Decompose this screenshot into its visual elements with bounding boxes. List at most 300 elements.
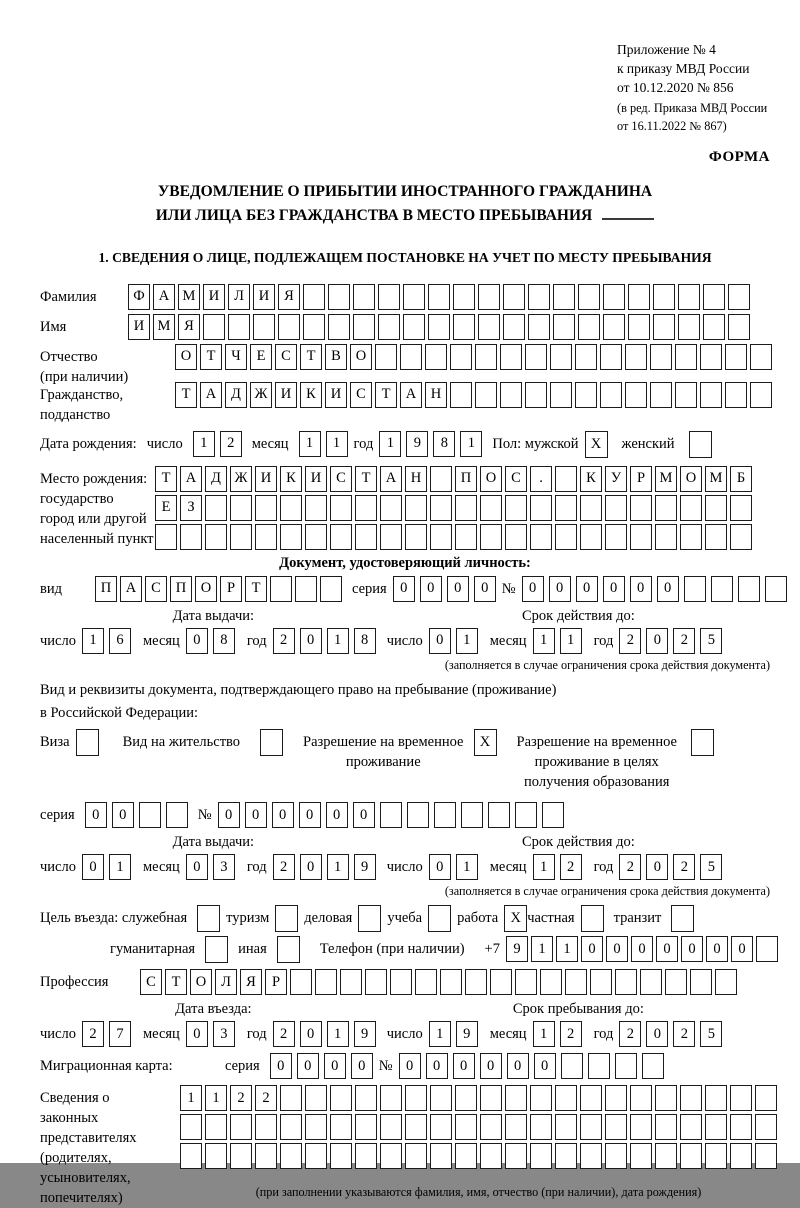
char-cell[interactable] [640,969,662,995]
char-cell[interactable]: 1 [193,431,215,457]
char-cell[interactable]: 2 [673,1021,695,1047]
char-cell[interactable]: П [455,466,477,492]
char-cell[interactable] [755,1085,777,1111]
char-cell[interactable]: Б [730,466,752,492]
char-cell[interactable]: 5 [700,628,722,654]
char-cell[interactable] [380,524,402,550]
char-cell[interactable] [378,284,400,310]
char-cell[interactable]: 0 [576,576,598,602]
char-cell[interactable]: 3 [213,1021,235,1047]
char-cell[interactable]: 9 [456,1021,478,1047]
char-cell[interactable] [480,1085,502,1111]
char-cell[interactable] [440,969,462,995]
char-cell[interactable] [530,495,552,521]
char-cell[interactable] [375,344,397,370]
transit-checkbox[interactable] [671,905,694,932]
char-cell[interactable] [365,969,387,995]
char-cell[interactable] [180,1143,202,1169]
char-cell[interactable]: 2 [560,1021,582,1047]
char-cell[interactable] [340,969,362,995]
char-cell[interactable] [430,466,452,492]
char-cell[interactable]: 0 [186,854,208,880]
birth-day-cells[interactable] [193,431,242,457]
char-cell[interactable] [765,576,787,602]
char-cell[interactable] [353,314,375,340]
char-cell[interactable]: 1 [533,1021,555,1047]
permit-valid-day-cells[interactable] [429,854,478,880]
char-cell[interactable]: 2 [220,431,242,457]
migcard-series-cells[interactable] [270,1053,373,1079]
birthplace-cells-row1[interactable] [155,466,752,492]
char-cell[interactable] [480,524,502,550]
char-cell[interactable]: 0 [426,1053,448,1079]
char-cell[interactable]: Т [375,382,397,408]
char-cell[interactable]: 0 [300,854,322,880]
char-cell[interactable] [705,1085,727,1111]
char-cell[interactable] [705,1143,727,1169]
char-cell[interactable]: 0 [480,1053,502,1079]
char-cell[interactable]: 0 [299,802,321,828]
char-cell[interactable] [675,344,697,370]
char-cell[interactable] [665,969,687,995]
char-cell[interactable]: 0 [581,936,603,962]
char-cell[interactable] [525,382,547,408]
char-cell[interactable] [280,1085,302,1111]
char-cell[interactable] [730,495,752,521]
char-cell[interactable] [434,802,456,828]
char-cell[interactable] [270,576,292,602]
char-cell[interactable] [605,495,627,521]
char-cell[interactable]: А [200,382,222,408]
char-cell[interactable] [328,284,350,310]
char-cell[interactable] [505,1143,527,1169]
char-cell[interactable] [455,1085,477,1111]
char-cell[interactable] [755,1143,777,1169]
char-cell[interactable]: Я [278,284,300,310]
char-cell[interactable] [700,382,722,408]
char-cell[interactable] [278,314,300,340]
char-cell[interactable] [730,1114,752,1140]
char-cell[interactable]: 9 [406,431,428,457]
char-cell[interactable]: А [180,466,202,492]
char-cell[interactable] [655,1114,677,1140]
char-cell[interactable]: Т [155,466,177,492]
char-cell[interactable]: О [480,466,502,492]
char-cell[interactable]: 0 [630,576,652,602]
char-cell[interactable] [561,1053,583,1079]
char-cell[interactable] [205,1114,227,1140]
char-cell[interactable] [480,1143,502,1169]
temp-residence-checkbox[interactable]: X [474,729,497,756]
char-cell[interactable] [605,1114,627,1140]
char-cell[interactable]: 2 [255,1085,277,1111]
char-cell[interactable] [330,524,352,550]
char-cell[interactable] [490,969,512,995]
humanitarian-checkbox[interactable] [205,936,228,963]
char-cell[interactable]: П [95,576,117,602]
char-cell[interactable]: 0 [272,802,294,828]
char-cell[interactable] [655,524,677,550]
char-cell[interactable]: С [140,969,162,995]
char-cell[interactable]: 2 [273,854,295,880]
char-cell[interactable] [328,314,350,340]
char-cell[interactable] [553,284,575,310]
char-cell[interactable] [430,495,452,521]
char-cell[interactable]: 1 [533,628,555,654]
char-cell[interactable]: 0 [522,576,544,602]
char-cell[interactable]: М [705,466,727,492]
char-cell[interactable]: И [275,382,297,408]
char-cell[interactable] [555,524,577,550]
char-cell[interactable] [630,1143,652,1169]
char-cell[interactable] [703,314,725,340]
char-cell[interactable]: 1 [456,854,478,880]
char-cell[interactable]: 0 [603,576,625,602]
char-cell[interactable] [590,969,612,995]
char-cell[interactable] [405,524,427,550]
char-cell[interactable]: 0 [393,576,415,602]
char-cell[interactable]: 0 [474,576,496,602]
char-cell[interactable] [380,495,402,521]
work-checkbox[interactable]: X [504,905,527,932]
char-cell[interactable]: 5 [700,1021,722,1047]
char-cell[interactable] [330,495,352,521]
char-cell[interactable] [525,344,547,370]
char-cell[interactable] [515,802,537,828]
char-cell[interactable] [405,495,427,521]
birth-month-cells[interactable] [299,431,348,457]
stay-month-cells[interactable] [533,1021,582,1047]
char-cell[interactable]: 1 [327,628,349,654]
char-cell[interactable] [488,802,510,828]
char-cell[interactable] [725,344,747,370]
char-cell[interactable]: 0 [399,1053,421,1079]
char-cell[interactable]: О [680,466,702,492]
char-cell[interactable] [428,314,450,340]
char-cell[interactable]: 0 [112,802,134,828]
doc-issue-year-cells[interactable] [273,628,376,654]
char-cell[interactable]: 1 [326,431,348,457]
char-cell[interactable]: О [190,969,212,995]
char-cell[interactable]: К [280,466,302,492]
char-cell[interactable] [628,284,650,310]
char-cell[interactable] [555,466,577,492]
char-cell[interactable] [650,344,672,370]
char-cell[interactable] [478,284,500,310]
char-cell[interactable] [305,1143,327,1169]
char-cell[interactable]: Л [228,284,250,310]
char-cell[interactable]: 0 [300,1021,322,1047]
char-cell[interactable]: 0 [646,1021,668,1047]
char-cell[interactable]: 0 [606,936,628,962]
char-cell[interactable]: 1 [533,854,555,880]
char-cell[interactable]: И [253,284,275,310]
char-cell[interactable] [703,284,725,310]
birthplace-cells-row3[interactable] [155,524,752,550]
char-cell[interactable]: 2 [673,628,695,654]
char-cell[interactable] [575,382,597,408]
char-cell[interactable] [280,1143,302,1169]
char-cell[interactable] [580,524,602,550]
char-cell[interactable] [230,495,252,521]
char-cell[interactable] [480,1114,502,1140]
char-cell[interactable]: 2 [273,628,295,654]
char-cell[interactable]: И [203,284,225,310]
char-cell[interactable] [455,1114,477,1140]
char-cell[interactable] [228,314,250,340]
char-cell[interactable] [750,382,772,408]
char-cell[interactable] [330,1143,352,1169]
char-cell[interactable]: Т [245,576,267,602]
char-cell[interactable] [680,1143,702,1169]
char-cell[interactable] [415,969,437,995]
char-cell[interactable]: Ч [225,344,247,370]
char-cell[interactable]: 0 [326,802,348,828]
char-cell[interactable]: 0 [731,936,753,962]
char-cell[interactable] [305,1114,327,1140]
char-cell[interactable]: 0 [270,1053,292,1079]
char-cell[interactable] [180,1114,202,1140]
char-cell[interactable]: П [170,576,192,602]
char-cell[interactable] [230,1114,252,1140]
char-cell[interactable]: М [655,466,677,492]
char-cell[interactable]: 0 [300,628,322,654]
char-cell[interactable] [555,495,577,521]
char-cell[interactable] [700,344,722,370]
char-cell[interactable] [280,524,302,550]
char-cell[interactable]: 9 [354,1021,376,1047]
entry-year-cells[interactable] [273,1021,376,1047]
char-cell[interactable] [400,344,422,370]
char-cell[interactable]: 2 [673,854,695,880]
char-cell[interactable] [542,802,564,828]
citizenship-cells[interactable] [175,382,772,408]
char-cell[interactable] [475,344,497,370]
char-cell[interactable]: 9 [506,936,528,962]
char-cell[interactable]: 8 [354,628,376,654]
char-cell[interactable] [405,1085,427,1111]
char-cell[interactable]: 1 [456,628,478,654]
char-cell[interactable]: 1 [531,936,553,962]
char-cell[interactable]: О [175,344,197,370]
char-cell[interactable]: 1 [327,854,349,880]
char-cell[interactable] [755,1114,777,1140]
char-cell[interactable] [405,1114,427,1140]
char-cell[interactable] [705,1114,727,1140]
char-cell[interactable] [320,576,342,602]
char-cell[interactable] [380,1085,402,1111]
official-checkbox[interactable] [197,905,220,932]
char-cell[interactable] [578,314,600,340]
char-cell[interactable]: 8 [433,431,455,457]
char-cell[interactable]: И [128,314,150,340]
char-cell[interactable] [230,524,252,550]
char-cell[interactable]: К [300,382,322,408]
char-cell[interactable]: 0 [646,628,668,654]
char-cell[interactable] [461,802,483,828]
study-checkbox[interactable] [428,905,451,932]
char-cell[interactable] [628,314,650,340]
char-cell[interactable]: В [325,344,347,370]
char-cell[interactable]: 0 [297,1053,319,1079]
char-cell[interactable] [588,1053,610,1079]
char-cell[interactable] [353,284,375,310]
doc-type-cells[interactable] [95,576,342,602]
char-cell[interactable]: 2 [82,1021,104,1047]
char-cell[interactable] [230,1143,252,1169]
char-cell[interactable]: А [120,576,142,602]
char-cell[interactable] [430,524,452,550]
char-cell[interactable] [580,1143,602,1169]
char-cell[interactable] [290,969,312,995]
char-cell[interactable] [750,344,772,370]
char-cell[interactable] [565,969,587,995]
char-cell[interactable]: Т [165,969,187,995]
doc-issue-day-cells[interactable] [82,628,131,654]
char-cell[interactable]: 1 [327,1021,349,1047]
char-cell[interactable] [580,1085,602,1111]
char-cell[interactable] [705,495,727,521]
char-cell[interactable]: 0 [534,1053,556,1079]
char-cell[interactable] [205,495,227,521]
doc-valid-month-cells[interactable] [533,628,582,654]
char-cell[interactable] [480,495,502,521]
char-cell[interactable]: Я [178,314,200,340]
char-cell[interactable]: 0 [351,1053,373,1079]
char-cell[interactable]: 5 [700,854,722,880]
char-cell[interactable]: Ж [250,382,272,408]
char-cell[interactable] [450,382,472,408]
patronymic-cells[interactable] [175,344,772,370]
char-cell[interactable] [380,802,402,828]
char-cell[interactable]: О [195,576,217,602]
permit-number-cells[interactable] [218,802,564,828]
char-cell[interactable] [380,1114,402,1140]
char-cell[interactable] [430,1143,452,1169]
char-cell[interactable] [465,969,487,995]
char-cell[interactable] [555,1085,577,1111]
char-cell[interactable] [653,284,675,310]
char-cell[interactable]: Ф [128,284,150,310]
char-cell[interactable]: 0 [245,802,267,828]
other-checkbox[interactable] [277,936,300,963]
char-cell[interactable] [600,344,622,370]
representatives-cells-row2[interactable] [180,1114,777,1140]
char-cell[interactable]: 1 [109,854,131,880]
char-cell[interactable] [630,524,652,550]
char-cell[interactable]: 2 [619,854,641,880]
char-cell[interactable] [630,1114,652,1140]
char-cell[interactable]: А [380,466,402,492]
char-cell[interactable]: 1 [556,936,578,962]
char-cell[interactable]: 6 [109,628,131,654]
tourism-checkbox[interactable] [275,905,298,932]
char-cell[interactable] [550,382,572,408]
char-cell[interactable]: Я [240,969,262,995]
char-cell[interactable]: И [325,382,347,408]
char-cell[interactable]: 1 [560,628,582,654]
char-cell[interactable] [255,1114,277,1140]
char-cell[interactable] [580,495,602,521]
char-cell[interactable] [390,969,412,995]
char-cell[interactable] [355,1143,377,1169]
char-cell[interactable]: 1 [379,431,401,457]
char-cell[interactable] [625,344,647,370]
char-cell[interactable]: 1 [429,1021,451,1047]
permit-issue-day-cells[interactable] [82,854,131,880]
char-cell[interactable] [684,576,706,602]
char-cell[interactable] [578,284,600,310]
char-cell[interactable] [455,495,477,521]
char-cell[interactable] [475,382,497,408]
char-cell[interactable]: 0 [324,1053,346,1079]
char-cell[interactable]: 0 [186,628,208,654]
char-cell[interactable]: К [580,466,602,492]
char-cell[interactable]: 0 [656,936,678,962]
char-cell[interactable] [730,524,752,550]
char-cell[interactable] [678,284,700,310]
char-cell[interactable] [255,495,277,521]
char-cell[interactable]: Л [215,969,237,995]
permit-series-cells[interactable] [85,802,188,828]
permit-valid-year-cells[interactable] [619,854,722,880]
char-cell[interactable] [503,314,525,340]
char-cell[interactable] [303,284,325,310]
char-cell[interactable]: М [178,284,200,310]
char-cell[interactable] [530,1085,552,1111]
char-cell[interactable]: 1 [205,1085,227,1111]
char-cell[interactable] [615,1053,637,1079]
char-cell[interactable] [453,284,475,310]
char-cell[interactable] [711,576,733,602]
char-cell[interactable] [680,495,702,521]
char-cell[interactable] [515,969,537,995]
char-cell[interactable] [455,524,477,550]
char-cell[interactable]: 2 [230,1085,252,1111]
char-cell[interactable]: Н [425,382,447,408]
char-cell[interactable]: Е [155,495,177,521]
char-cell[interactable] [505,524,527,550]
char-cell[interactable]: 0 [186,1021,208,1047]
char-cell[interactable] [555,1143,577,1169]
char-cell[interactable] [500,382,522,408]
char-cell[interactable] [305,524,327,550]
doc-series-cells[interactable] [393,576,496,602]
char-cell[interactable] [255,524,277,550]
female-checkbox[interactable] [689,431,712,458]
char-cell[interactable] [330,1114,352,1140]
permit-issue-month-cells[interactable] [186,854,235,880]
char-cell[interactable]: 1 [299,431,321,457]
char-cell[interactable] [630,1085,652,1111]
char-cell[interactable] [500,344,522,370]
char-cell[interactable] [605,524,627,550]
char-cell[interactable]: 3 [213,854,235,880]
char-cell[interactable] [705,524,727,550]
char-cell[interactable]: 9 [354,854,376,880]
representatives-cells-row3[interactable] [180,1143,777,1169]
char-cell[interactable]: Д [225,382,247,408]
char-cell[interactable]: Р [265,969,287,995]
char-cell[interactable] [540,969,562,995]
stay-day-cells[interactable] [429,1021,478,1047]
char-cell[interactable] [405,1143,427,1169]
char-cell[interactable] [625,382,647,408]
representatives-cells-row1[interactable] [180,1085,777,1111]
char-cell[interactable] [678,314,700,340]
char-cell[interactable] [478,314,500,340]
char-cell[interactable]: 0 [681,936,703,962]
